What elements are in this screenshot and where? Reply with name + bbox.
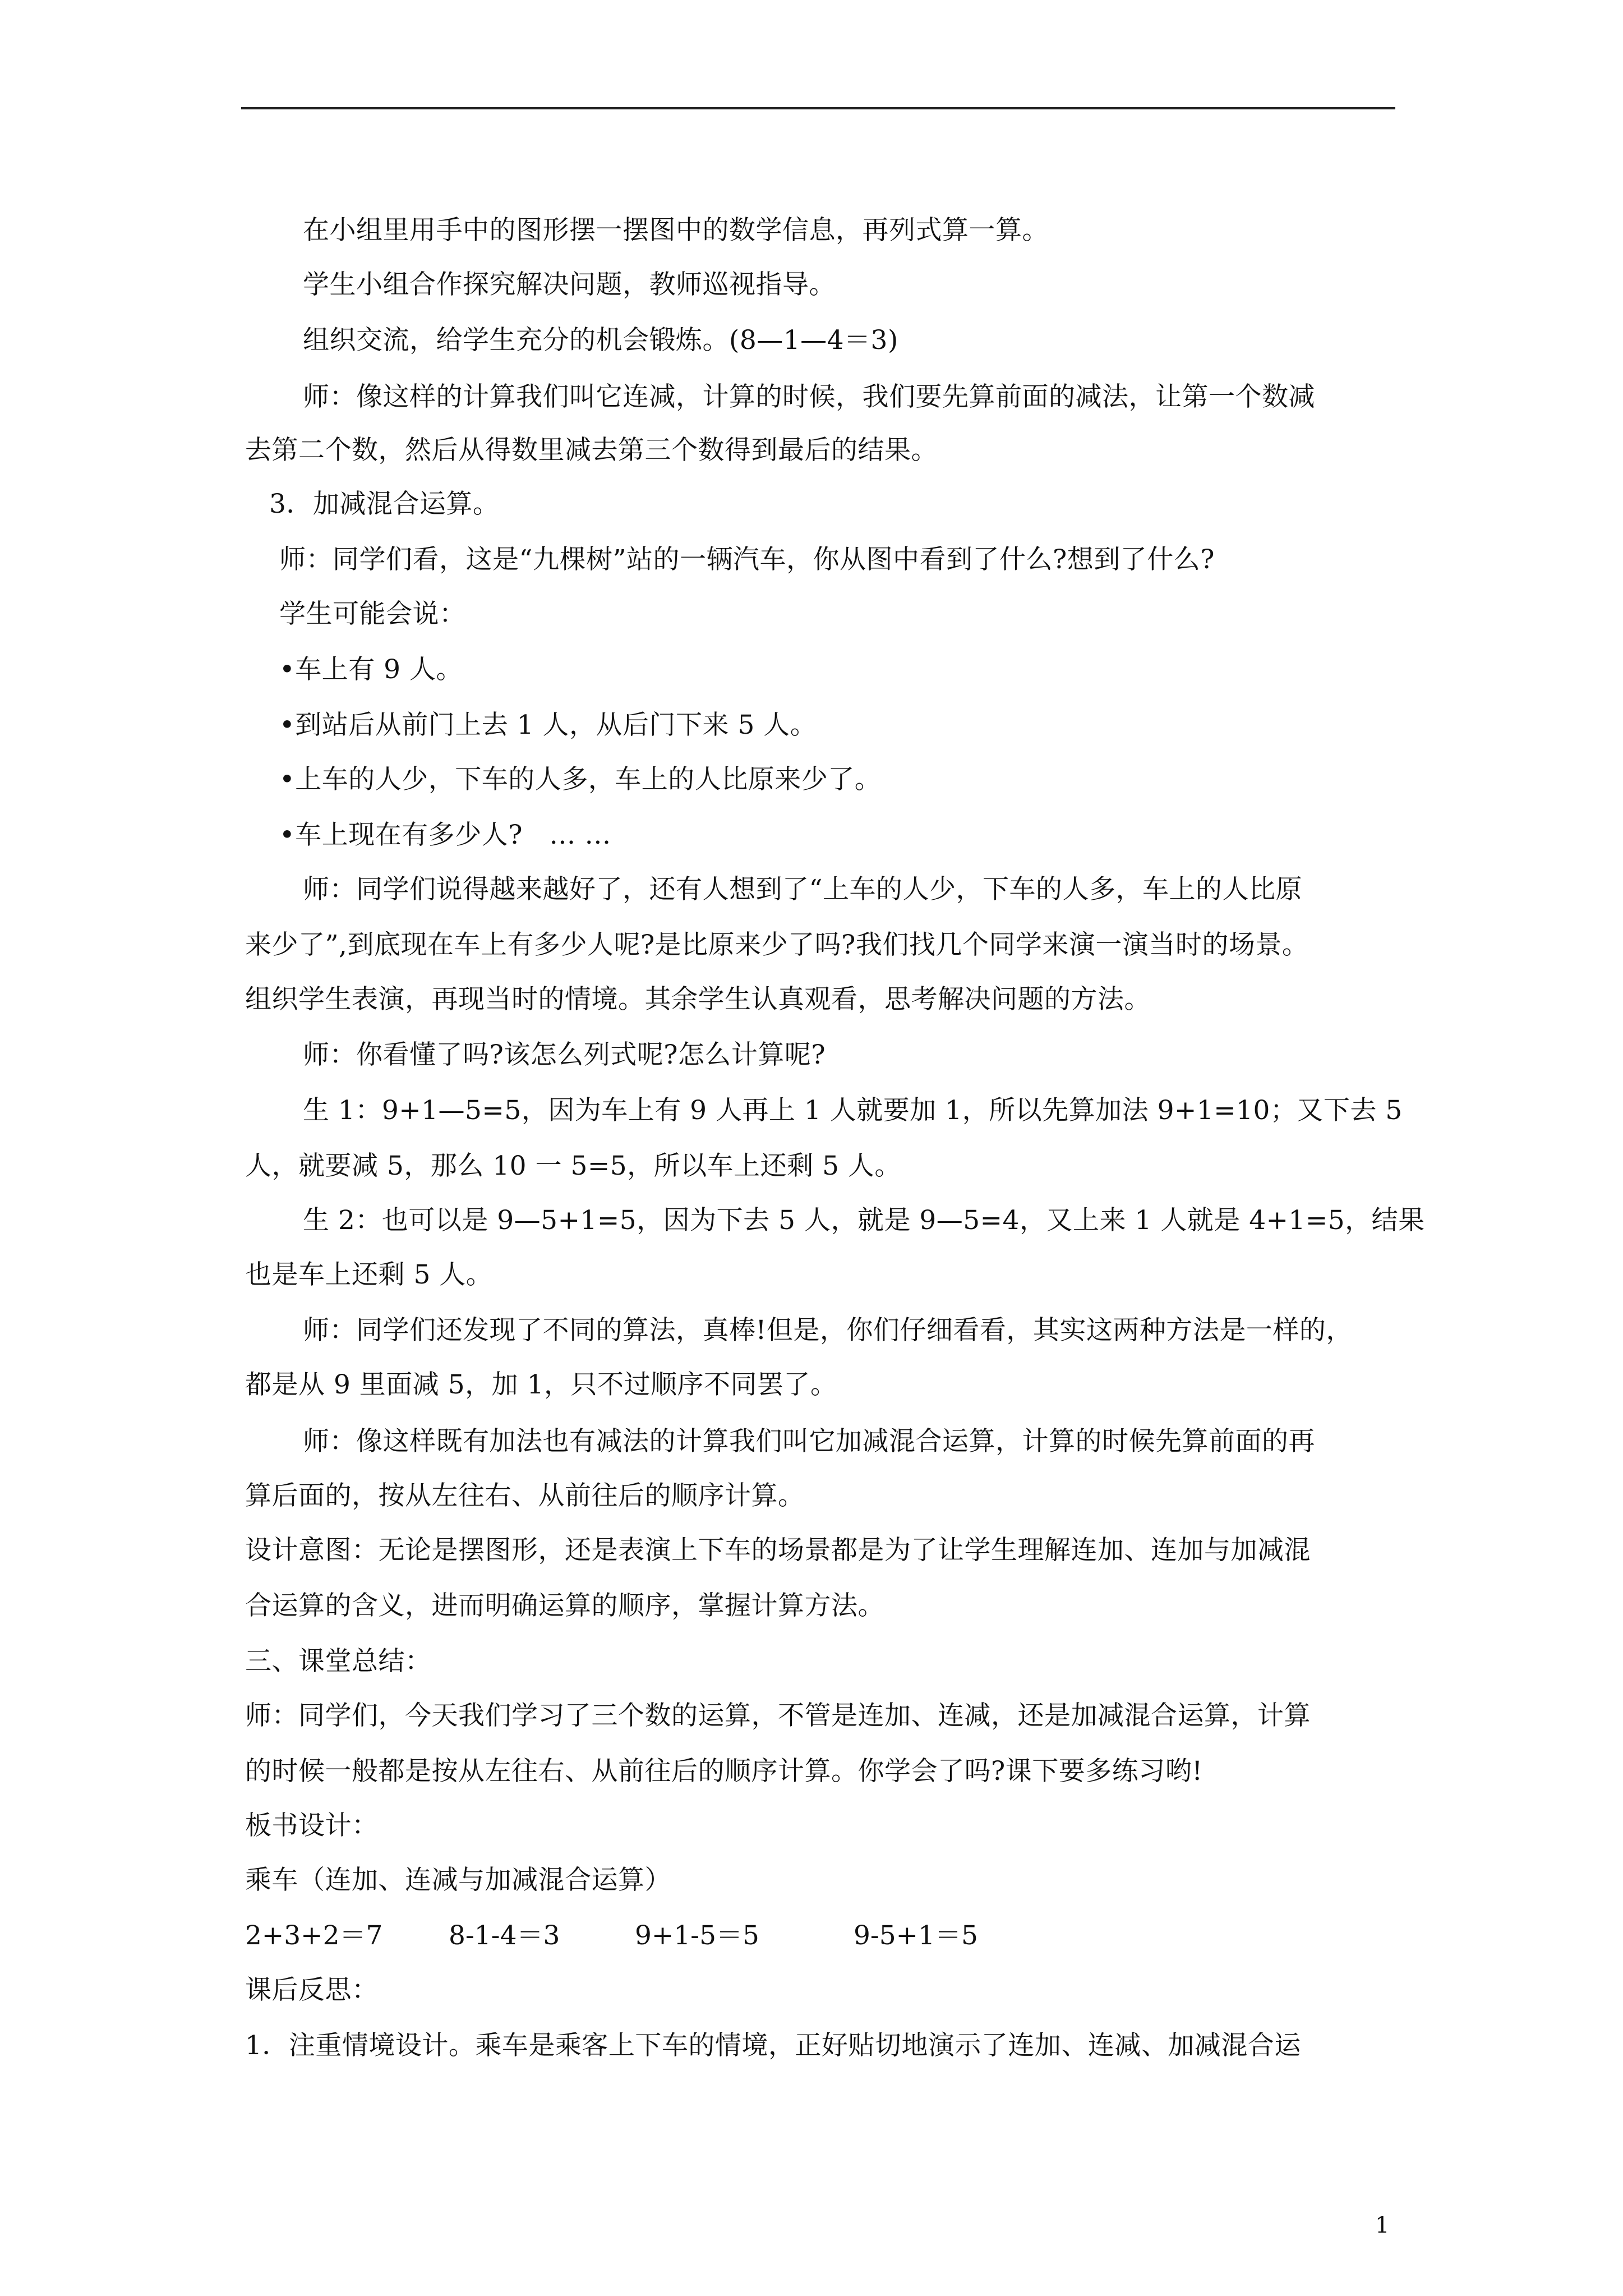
bullet-item: •车上现在有多少人? … … [279, 820, 611, 850]
paragraph-line: 的时候一般都是按从左往右、从前往后的顺序计算。你学会了吗?课下要多练习哟! [245, 1756, 1203, 1787]
paragraph-line: 来少了”,到底现在车上有多少人呢?是比原来少了吗?我们找几个同学来演一演当时的场景。 [245, 930, 1309, 960]
paragraph-line: 组织交流，给学生充分的机会锻炼。(8—1—4＝3) [303, 325, 898, 356]
paragraph-line: 生 1：9+1—5=5，因为车上有 9 人再上 1 人就要加 1，所以先算加法 9+1=10；又下去 5 [303, 1095, 1403, 1126]
paragraph-line: 师：同学们看，这是“九棵树”站的一辆汽车，你从图中看到了什么?想到了什么? [279, 544, 1215, 575]
paragraph-line: 师：像这样的计算我们叫它连减，计算的时候，我们要先算前面的减法，让第一个数减 [303, 381, 1315, 412]
paragraph-line: 组织学生表演，再现当时的情境。其余学生认真观看，思考解决问题的方法。 [245, 984, 1151, 1015]
bullet-item: •上车的人少，下车的人多，车上的人比原来少了。 [279, 764, 882, 795]
section-heading: 3．加减混合运算。 [269, 489, 500, 519]
paragraph-line: 都是从 9 里面减 5，加 1，只不过顺序不同罢了。 [245, 1369, 837, 1400]
paragraph-line: 合运算的含义，进而明确运算的顺序，掌握计算方法。 [245, 1590, 884, 1621]
paragraph-line: 学生小组合作探究解决问题，教师巡视指导。 [303, 269, 836, 300]
board-equation: 8-1-4＝3 [449, 1920, 560, 1951]
paragraph-line: 也是车上还剩 5 人。 [245, 1259, 493, 1290]
paragraph-line: 在小组里用手中的图形摆一摆图中的数学信息，再列式算一算。 [303, 215, 1049, 246]
paragraph-line: 人，就要减 5，那么 10 一 5=5，所以车上还剩 5 人。 [245, 1151, 901, 1181]
paragraph-line: 算后面的，按从左往右、从前往后的顺序计算。 [245, 1480, 805, 1511]
board-equation: 9+1-5＝5 [635, 1920, 759, 1951]
paragraph-line: 师：同学们说得越来越好了，还有人想到了“上车的人少，下车的人多，车上的人比原 [303, 874, 1303, 905]
section-heading: 课后反思： [245, 1975, 379, 2005]
board-equation: 9-5+1＝5 [854, 1920, 978, 1951]
paragraph-line: 设计意图：无论是摆图形，还是表演上下车的场景都是为了让学生理解连加、连加与加减混 [245, 1535, 1311, 1566]
paragraph-line: 1．注重情境设计。乘车是乘客上下车的情境，正好贴切地演示了连加、连减、加减混合运 [245, 2030, 1301, 2061]
section-heading: 板书设计： [245, 1810, 379, 1841]
board-title: 乘车（连加、连减与加减混合运算） [245, 1865, 671, 1895]
page-number: 1 [1375, 2212, 1390, 2238]
paragraph-line: 师：你看懂了吗?该怎么列式呢?怎么计算呢? [303, 1039, 826, 1070]
bullet-item: •到站后从前门上去 1 人，从后门下来 5 人。 [279, 710, 817, 740]
paragraph-line: 师：同学们还发现了不同的算法，真棒!但是，你们仔细看看，其实这两种方法是一样的， [303, 1315, 1353, 1346]
section-heading: 三、课堂总结： [245, 1646, 432, 1677]
paragraph-line: 学生可能会说： [279, 599, 466, 629]
paragraph-line: 师：像这样既有加法也有减法的计算我们叫它加减混合运算，计算的时候先算前面的再 [303, 1426, 1315, 1457]
bullet-item: •车上有 9 人。 [279, 654, 463, 685]
paragraph-line: 去第二个数，然后从得数里减去第三个数得到最后的结果。 [245, 435, 938, 466]
board-equation: 2+3+2＝7 [245, 1920, 383, 1951]
paragraph-line: 生 2：也可以是 9—5+1=5，因为下去 5 人，就是 9—5=4，又上来 1 人就是 4+1=5，结果 [303, 1205, 1425, 1236]
paragraph-line: 师：同学们，今天我们学习了三个数的运算，不管是连加、连减，还是加减混合运算，计算 [245, 1700, 1311, 1731]
